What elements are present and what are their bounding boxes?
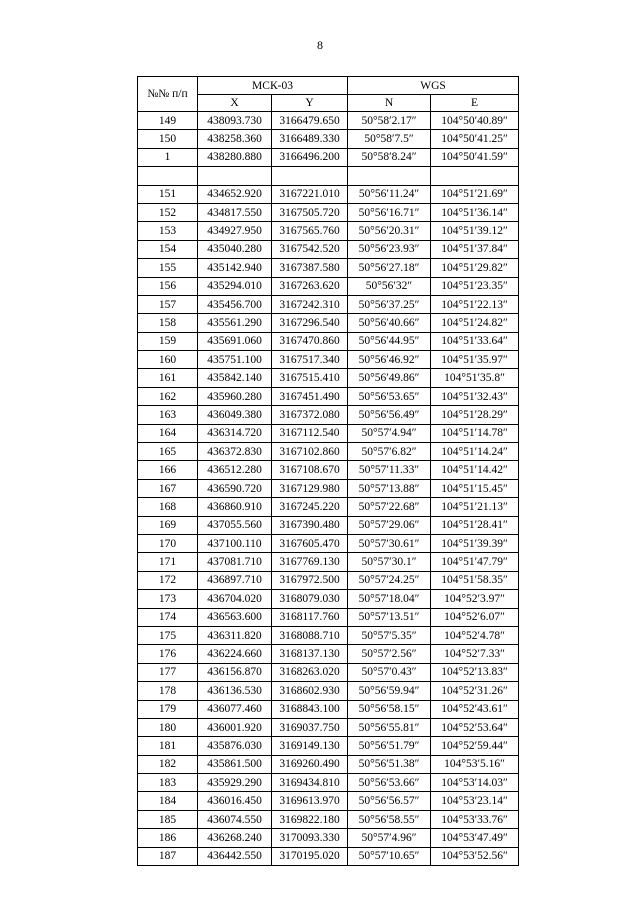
table-row [138, 626, 519, 644]
cell-point-number: 170 [138, 534, 198, 552]
cell-point-number: 165 [138, 443, 198, 461]
cell-x: 435842.140 [198, 369, 272, 387]
cell-point-number: 156 [138, 277, 198, 295]
cell-x: 437055.560 [198, 516, 272, 534]
cell-x: 436049.380 [198, 406, 272, 424]
cell-e: 104°51′39.39″ [431, 534, 519, 552]
cell-x: 436156.870 [198, 663, 272, 681]
cell-n: 50°58′8.24″ [348, 148, 431, 166]
cell-x: 438280.880 [198, 148, 272, 166]
cell-e: 104°51′47.79″ [431, 553, 519, 571]
cell-x: 435691.060 [198, 332, 272, 350]
cell-e: 104°52′4.78″ [431, 626, 519, 644]
cell-n: 50°56′23.93″ [348, 240, 431, 258]
cell-y: 3168079.030 [272, 590, 348, 608]
table-row [138, 498, 519, 516]
cell-n: 50°56′58.55″ [348, 810, 431, 828]
cell-e: 104°51′21.69″ [431, 185, 519, 203]
cell-n: 50°56′51.79″ [348, 737, 431, 755]
cell-x: 438093.730 [198, 112, 272, 130]
table-row [138, 461, 519, 479]
cell-point-number: 164 [138, 424, 198, 442]
cell-e: 104°51′23.35″ [431, 277, 519, 295]
table-row [138, 847, 519, 865]
cell-n: 50°57′11.33″ [348, 461, 431, 479]
header-n: N [348, 95, 431, 112]
table-row [138, 222, 519, 240]
cell-y: 3168137.130 [272, 645, 348, 663]
cell-point-number: 175 [138, 626, 198, 644]
table-row [138, 351, 519, 369]
cell-x: 436897.710 [198, 571, 272, 589]
header-y: Y [272, 95, 348, 112]
cell-point-number: 184 [138, 792, 198, 810]
table-row [138, 792, 519, 810]
cell-n: 50°56′46.92″ [348, 351, 431, 369]
cell-n: 50°56′49.86″ [348, 369, 431, 387]
table-body-group1 [138, 112, 519, 167]
header-e: E [431, 95, 519, 112]
cell-y: 3168602.930 [272, 682, 348, 700]
cell-x: 436224.660 [198, 645, 272, 663]
table-cell [272, 167, 348, 185]
table-row [138, 700, 519, 718]
table-cell [198, 167, 272, 185]
header-wgs: WGS [348, 77, 519, 95]
table-row [138, 277, 519, 295]
cell-e: 104°52′31.26″ [431, 682, 519, 700]
cell-n: 50°56′32″ [348, 277, 431, 295]
cell-y: 3167390.480 [272, 516, 348, 534]
cell-x: 435561.290 [198, 314, 272, 332]
cell-n: 50°56′44.95″ [348, 332, 431, 350]
header-x: X [198, 95, 272, 112]
cell-n: 50°57′13.88″ [348, 479, 431, 497]
cell-x: 436136.530 [198, 682, 272, 700]
cell-n: 50°57′6.82″ [348, 443, 431, 461]
cell-x: 436314.720 [198, 424, 272, 442]
table-row [138, 829, 519, 847]
cell-point-number: 187 [138, 847, 198, 865]
header-msk03: МСК-03 [198, 77, 348, 95]
cell-x: 437081.710 [198, 553, 272, 571]
table-row [138, 663, 519, 681]
table-row [138, 553, 519, 571]
cell-n: 50°56′53.66″ [348, 774, 431, 792]
cell-e: 104°53′33.76″ [431, 810, 519, 828]
table-row [138, 112, 519, 130]
cell-point-number: 182 [138, 755, 198, 773]
cell-e: 104°52′7.33″ [431, 645, 519, 663]
cell-point-number: 1 [138, 148, 198, 166]
cell-n: 50°58′7.5″ [348, 130, 431, 148]
cell-point-number: 152 [138, 203, 198, 221]
cell-point-number: 169 [138, 516, 198, 534]
cell-point-number: 173 [138, 590, 198, 608]
table-row [138, 810, 519, 828]
cell-e: 104°53′5.16″ [431, 755, 519, 773]
table-cell [138, 167, 198, 185]
cell-e: 104°53′14.03″ [431, 774, 519, 792]
table-row [138, 608, 519, 626]
table-row [138, 718, 519, 736]
cell-e: 104°53′52.56″ [431, 847, 519, 865]
cell-x: 436016.450 [198, 792, 272, 810]
cell-point-number: 162 [138, 387, 198, 405]
cell-e: 104°51′33.64″ [431, 332, 519, 350]
table-row [138, 737, 519, 755]
cell-point-number: 185 [138, 810, 198, 828]
cell-y: 3167221.010 [272, 185, 348, 203]
cell-x: 436268.240 [198, 829, 272, 847]
cell-y: 3170093.330 [272, 829, 348, 847]
cell-point-number: 168 [138, 498, 198, 516]
cell-y: 3167470.860 [272, 332, 348, 350]
cell-e: 104°51′28.29″ [431, 406, 519, 424]
cell-point-number: 151 [138, 185, 198, 203]
cell-y: 3167451.490 [272, 387, 348, 405]
cell-e: 104°50′40.89″ [431, 112, 519, 130]
cell-e: 104°51′32.43″ [431, 387, 519, 405]
cell-point-number: 161 [138, 369, 198, 387]
table-row [138, 203, 519, 221]
cell-x: 435142.940 [198, 259, 272, 277]
cell-n: 50°56′56.57″ [348, 792, 431, 810]
cell-e: 104°51′36.14″ [431, 203, 519, 221]
cell-point-number: 159 [138, 332, 198, 350]
cell-y: 3167263.620 [272, 277, 348, 295]
table-row [138, 645, 519, 663]
cell-y: 3166489.330 [272, 130, 348, 148]
table-row [138, 148, 519, 166]
cell-y: 3167505.720 [272, 203, 348, 221]
coordinates-table [137, 76, 519, 866]
cell-n: 50°57′4.94″ [348, 424, 431, 442]
cell-point-number: 158 [138, 314, 198, 332]
cell-x: 436590.720 [198, 479, 272, 497]
cell-n: 50°56′40.66″ [348, 314, 431, 332]
table-row [138, 424, 519, 442]
cell-n: 50°56′11.24″ [348, 185, 431, 203]
cell-point-number: 153 [138, 222, 198, 240]
cell-x: 437100.110 [198, 534, 272, 552]
page-number: 8 [317, 38, 323, 52]
cell-n: 50°57′30.61″ [348, 534, 431, 552]
table-row [138, 240, 519, 258]
cell-x: 436860.910 [198, 498, 272, 516]
table-row [138, 185, 519, 203]
table-row [138, 516, 519, 534]
table-row [138, 314, 519, 332]
cell-y: 3166479.650 [272, 112, 348, 130]
cell-e: 104°51′29.82″ [431, 259, 519, 277]
cell-x: 435960.280 [198, 387, 272, 405]
cell-y: 3168843.100 [272, 700, 348, 718]
cell-y: 3169149.130 [272, 737, 348, 755]
cell-point-number: 171 [138, 553, 198, 571]
cell-y: 3167542.520 [272, 240, 348, 258]
cell-x: 434817.550 [198, 203, 272, 221]
table-row [138, 479, 519, 497]
cell-e: 104°51′35.8″ [431, 369, 519, 387]
blank-row [138, 167, 519, 185]
cell-x: 435294.010 [198, 277, 272, 295]
cell-y: 3167102.860 [272, 443, 348, 461]
cell-n: 50°58′2.17″ [348, 112, 431, 130]
cell-e: 104°53′47.49″ [431, 829, 519, 847]
cell-point-number: 150 [138, 130, 198, 148]
cell-e: 104°52′53.64″ [431, 718, 519, 736]
cell-y: 3167605.470 [272, 534, 348, 552]
cell-point-number: 183 [138, 774, 198, 792]
cell-y: 3167565.760 [272, 222, 348, 240]
table-row [138, 774, 519, 792]
table-row [138, 755, 519, 773]
cell-y: 3167517.340 [272, 351, 348, 369]
cell-y: 3169037.750 [272, 718, 348, 736]
cell-n: 50°56′59.94″ [348, 682, 431, 700]
header-point-number: №№ п/п [138, 77, 198, 112]
table-cell [431, 167, 519, 185]
table-row [138, 259, 519, 277]
cell-point-number: 181 [138, 737, 198, 755]
cell-e: 104°51′37.84″ [431, 240, 519, 258]
cell-y: 3169260.490 [272, 755, 348, 773]
cell-n: 50°56′27.18″ [348, 259, 431, 277]
cell-n: 50°57′22.68″ [348, 498, 431, 516]
cell-n: 50°56′16.71″ [348, 203, 431, 221]
cell-e: 104°52′13.83″ [431, 663, 519, 681]
cell-x: 436512.280 [198, 461, 272, 479]
cell-y: 3169822.180 [272, 810, 348, 828]
cell-x: 436704.020 [198, 590, 272, 608]
cell-x: 434652.920 [198, 185, 272, 203]
cell-x: 436074.550 [198, 810, 272, 828]
cell-e: 104°51′35.97″ [431, 351, 519, 369]
cell-n: 50°56′20.31″ [348, 222, 431, 240]
cell-point-number: 186 [138, 829, 198, 847]
cell-e: 104°52′3.97″ [431, 590, 519, 608]
cell-point-number: 177 [138, 663, 198, 681]
cell-e: 104°52′59.44″ [431, 737, 519, 755]
table-row [138, 295, 519, 313]
cell-point-number: 167 [138, 479, 198, 497]
cell-x: 436311.820 [198, 626, 272, 644]
table-row [138, 332, 519, 350]
table-body-group2 [138, 185, 519, 865]
cell-e: 104°51′28.41″ [431, 516, 519, 534]
table-row [138, 406, 519, 424]
cell-n: 50°57′24.25″ [348, 571, 431, 589]
cell-y: 3169613.970 [272, 792, 348, 810]
table-cell [348, 167, 431, 185]
cell-point-number: 172 [138, 571, 198, 589]
table-row [138, 534, 519, 552]
cell-x: 436563.600 [198, 608, 272, 626]
cell-n: 50°56′51.38″ [348, 755, 431, 773]
cell-e: 104°51′15.45″ [431, 479, 519, 497]
cell-x: 435929.290 [198, 774, 272, 792]
cell-y: 3168117.760 [272, 608, 348, 626]
cell-e: 104°50′41.25″ [431, 130, 519, 148]
cell-n: 50°57′29.06″ [348, 516, 431, 534]
cell-y: 3167769.130 [272, 553, 348, 571]
table-row [138, 682, 519, 700]
cell-e: 104°51′14.42″ [431, 461, 519, 479]
cell-point-number: 149 [138, 112, 198, 130]
cell-y: 3168088.710 [272, 626, 348, 644]
cell-y: 3167372.080 [272, 406, 348, 424]
cell-point-number: 174 [138, 608, 198, 626]
table-row [138, 369, 519, 387]
cell-x: 436372.830 [198, 443, 272, 461]
cell-e: 104°53′23.14″ [431, 792, 519, 810]
cell-n: 50°56′55.81″ [348, 718, 431, 736]
cell-point-number: 176 [138, 645, 198, 663]
cell-e: 104°51′24.82″ [431, 314, 519, 332]
cell-point-number: 178 [138, 682, 198, 700]
cell-y: 3167108.670 [272, 461, 348, 479]
cell-y: 3167245.220 [272, 498, 348, 516]
cell-y: 3167515.410 [272, 369, 348, 387]
cell-e: 104°51′22.13″ [431, 295, 519, 313]
table-row [138, 443, 519, 461]
cell-n: 50°56′58.15″ [348, 700, 431, 718]
cell-y: 3167972.500 [272, 571, 348, 589]
table-row [138, 571, 519, 589]
cell-n: 50°57′4.96″ [348, 829, 431, 847]
cell-n: 50°57′2.56″ [348, 645, 431, 663]
cell-e: 104°52′6.07″ [431, 608, 519, 626]
cell-x: 436077.460 [198, 700, 272, 718]
cell-n: 50°57′18.04″ [348, 590, 431, 608]
table-row [138, 590, 519, 608]
cell-x: 435040.280 [198, 240, 272, 258]
cell-x: 436001.920 [198, 718, 272, 736]
cell-y: 3167296.540 [272, 314, 348, 332]
cell-n: 50°57′13.51″ [348, 608, 431, 626]
cell-x: 435861.500 [198, 755, 272, 773]
cell-x: 435876.030 [198, 737, 272, 755]
cell-x: 436442.550 [198, 847, 272, 865]
cell-x: 435456.700 [198, 295, 272, 313]
cell-e: 104°51′21.13″ [431, 498, 519, 516]
cell-y: 3169434.810 [272, 774, 348, 792]
cell-y: 3167112.540 [272, 424, 348, 442]
cell-point-number: 163 [138, 406, 198, 424]
cell-n: 50°57′5.35″ [348, 626, 431, 644]
table-row [138, 387, 519, 405]
cell-point-number: 157 [138, 295, 198, 313]
cell-y: 3167242.310 [272, 295, 348, 313]
cell-y: 3167129.980 [272, 479, 348, 497]
cell-e: 104°50′41.59″ [431, 148, 519, 166]
table-separator [138, 167, 519, 185]
cell-e: 104°51′14.24″ [431, 443, 519, 461]
cell-n: 50°57′30.1″ [348, 553, 431, 571]
cell-point-number: 180 [138, 718, 198, 736]
cell-e: 104°51′14.78″ [431, 424, 519, 442]
cell-point-number: 166 [138, 461, 198, 479]
cell-n: 50°57′0.43″ [348, 663, 431, 681]
cell-n: 50°56′53.65″ [348, 387, 431, 405]
cell-y: 3168263.020 [272, 663, 348, 681]
cell-point-number: 160 [138, 351, 198, 369]
cell-point-number: 154 [138, 240, 198, 258]
cell-n: 50°56′37.25″ [348, 295, 431, 313]
cell-point-number: 179 [138, 700, 198, 718]
table-row [138, 130, 519, 148]
cell-y: 3170195.020 [272, 847, 348, 865]
cell-e: 104°52′43.61″ [431, 700, 519, 718]
cell-n: 50°57′10.65″ [348, 847, 431, 865]
cell-x: 438258.360 [198, 130, 272, 148]
cell-y: 3166496.200 [272, 148, 348, 166]
cell-e: 104°51′39.12″ [431, 222, 519, 240]
cell-x: 435751.100 [198, 351, 272, 369]
cell-x: 434927.950 [198, 222, 272, 240]
cell-y: 3167387.580 [272, 259, 348, 277]
cell-n: 50°56′56.49″ [348, 406, 431, 424]
cell-e: 104°51′58.35″ [431, 571, 519, 589]
cell-point-number: 155 [138, 259, 198, 277]
